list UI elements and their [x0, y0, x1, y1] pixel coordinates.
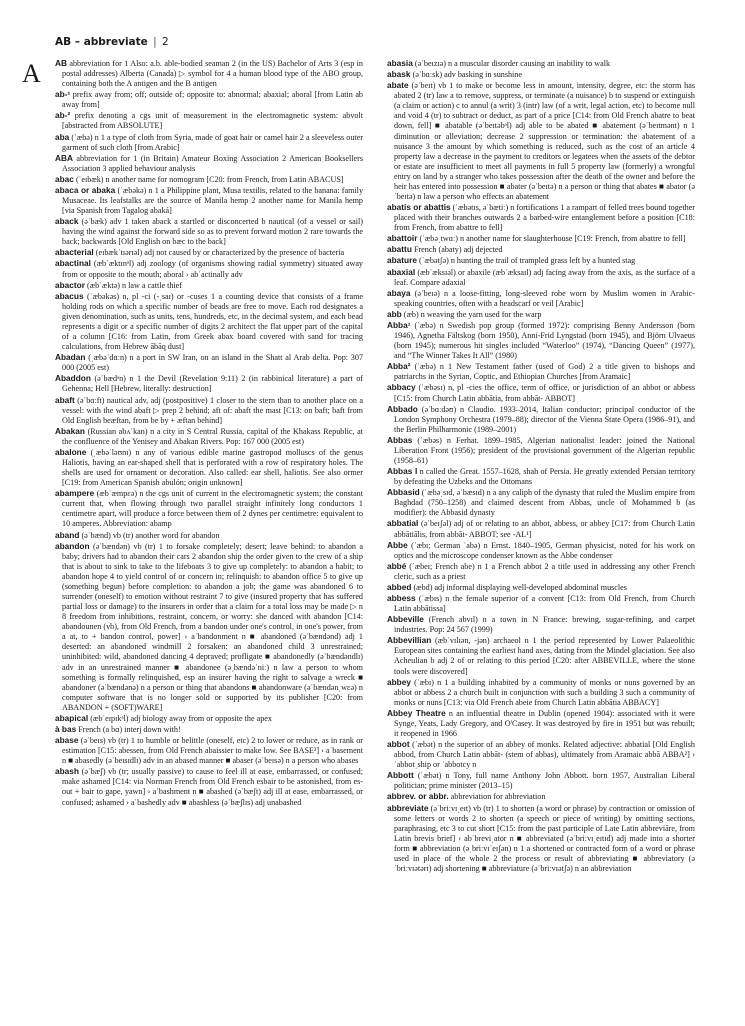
- dictionary-entry: [387, 244, 695, 255]
- dictionary-entry: [387, 58, 695, 69]
- entry-headword: abampere: [55, 488, 95, 499]
- entry-headword: Abbe: [387, 539, 408, 550]
- dictionary-entry: [387, 802, 695, 875]
- entry-definition: (ˈæbət) n Tony, full name Anthony John Abbott. born 1957, Australian Liberal politician; prime minister (2013–15): [394, 771, 695, 791]
- dictionary-entry: [387, 403, 695, 435]
- dictionary-entry: [55, 152, 363, 174]
- dictionary-entry: [387, 487, 695, 518]
- entry-definition: (ˈæbəkə) n 1 a Philippine plant, Musa textilis, related to the banana: family Musaceae. Its leafstalks are the source of Manila hemp 2 another name for Manila hemp [via Spanish from Tagalog abaká]: [62, 185, 363, 216]
- dictionary-entry: [55, 529, 363, 541]
- entry-headword: à bas: [55, 724, 77, 734]
- entry-headword: abask: [387, 69, 411, 80]
- dictionary-entry: [387, 255, 695, 266]
- dictionary-entry: [387, 676, 695, 708]
- entry-headword: abbé: [387, 560, 407, 571]
- entry-definition: (æb) n weaving the yarn used for the warp: [401, 309, 542, 319]
- entry-headword: aband: [55, 529, 80, 540]
- entry-headword: abatis or abattis: [387, 202, 451, 213]
- entry-headword: Abaddon: [55, 373, 91, 384]
- entry-headword: abbacy: [387, 382, 416, 393]
- dictionary-entry: [55, 446, 363, 488]
- entry-definition: (ˈæbɪs) n the female superior of a convent [C13: from Old French, from Church Latin abbātissa]: [394, 593, 695, 614]
- page-number: 2: [162, 36, 169, 48]
- dictionary-entry: [387, 791, 695, 802]
- dictionary-entry: [387, 319, 695, 361]
- entry-headword: Abbas: [387, 434, 413, 445]
- entry-definition: (ˈeɪbæk) n another name for nomogram [C20: from French, from Latin ABACUS]: [73, 174, 344, 184]
- entry-headword: abandon: [55, 540, 90, 551]
- entry-definition: French (a bɑ) interj down with!: [76, 725, 181, 734]
- entry-headword: abb: [387, 308, 402, 319]
- entry-definition: abbreviation for 1 Also: a.b. able-bodied seaman 2 (in the US) Bachelor of Arts 3 (esp in postal addresses) Alberta (Canada) ▷ symbol for 4 a human blood type of the ABO group, containing both the A antigen and the B antigen: [62, 59, 363, 89]
- entry-definition: (əˈbeɪʃəl) adj of or relating to an abbot, abbess, or abbey [C17: from Church Latin abbātiālis, from abbāt- ABBOT; see -AL¹]: [394, 519, 695, 539]
- dictionary-entry: [387, 770, 695, 791]
- dictionary-entry: [55, 258, 363, 279]
- dictionary-entry: [55, 540, 363, 713]
- entry-definition: (əˈbeɪə) n a loose-fitting, long-sleeved robe worn by Muslim women in Arabic-speaking countries, often with a headscarf or veil [Arabic]: [394, 288, 695, 308]
- entry-headword: abbey: [387, 676, 411, 687]
- entry-definition: n called the Great. 1557–1628, shah of Persia. He greatly extended Persian territory by defeating the Uzbeks and the Ottomans: [394, 467, 695, 487]
- dictionary-entry: [387, 592, 695, 614]
- left-column: [55, 58, 363, 1020]
- dictionary-entry: [387, 202, 695, 233]
- entry-headword: abapical: [55, 712, 89, 723]
- dictionary-entry: [55, 488, 363, 529]
- entry-definition: (ˈæbəkəs) n, pl -ci (-ˌsaɪ) or -cuses 1 a counting device that consists of a frame holding rods on which a specific number of beads are free to move. Each rod designates a given denomination, such as units, tens, hundreds, etc, in the decimal system, and each bead represents a digit or a specific number of digits 2 architect the flat upper part of the capital of a column [C16: from Latin, from Greek abax board covered with sand for tracing calculations, from Hebrew ābāq dust]: [62, 291, 363, 352]
- entry-definition: (ˌæbəˈdɑːn) n a port in SW Iran, on an island in the Shatt al Arab delta. Pop: 307 000 (2005 est): [62, 353, 363, 373]
- dictionary-entry: [55, 173, 363, 185]
- dictionary-entry: [55, 279, 363, 291]
- entry-definition: (æbˈæktɪnᵊl) adj zoology (of organisms showing radial symmetry) situated away from or opposite to the mouth; aboral › abˈactinally adv: [62, 259, 363, 279]
- entry-definition: (ˌæbəˈləʊnɪ) n any of various edible marine gastropod molluscs of the genus Haliotis, having an ear-shaped shell that is perforated with a row of respiratory holes. The shells are used for ornament or decoration. Also called: ear shell, haliotis. See also ormer [C19: from American Spanish abulón; origin unknown]: [62, 447, 363, 488]
- entry-headword: abbrev. or abbr.: [387, 791, 449, 802]
- entry-headword: abattu: [387, 244, 412, 255]
- entry-headword: abac: [55, 173, 74, 184]
- entry-definition: (əˈbriːvɪˌeɪt) vb (tr) 1 to shorten (a word or phrase) by contraction or omission of some letters or words 2 to shorten (a speech or piece of writing) by omitting sections, paraphrasing, etc 3 to cut short [C15: from the past participle of Late Latin abbreviāre, from Latin brevis brief] › abˈbreviˌator n ■ abbreviated (əˈbriːvɪˌeɪtɪd) adj made into a shorter form ■ abbreviation (əˌbriːvɪˈeɪʃən) n 1 a shortened or contracted form of a word or phrase used in place of the whole 2 the process or result of abbreviating ■ abbreviatory (əˈbriːvɪətərɪ) adj shortening ■ abbreviature (əˈbriːvɪətʃə) n an abbreviation: [394, 803, 695, 874]
- entry-headword: Abba¹: [387, 319, 411, 330]
- dictionary-entry: [387, 382, 695, 403]
- entry-headword: abash: [55, 766, 79, 777]
- entry-definition: (ˈæbɪ; German ˈabə) n Ernst. 1840–1905, German physicist, noted for his work on optics and the microscope condenser known as the Abbe condenser: [394, 540, 695, 560]
- entry-definition: (æbd) adj informal displaying well-developed abdominal muscles: [411, 582, 627, 592]
- dictionary-entry: [387, 80, 695, 202]
- dictionary-entry: [55, 373, 363, 394]
- dictionary-entry: [55, 724, 363, 735]
- entry-headword: Abbey Theatre: [387, 707, 446, 718]
- entry-definition: (əˈbeɪzɪə) n a muscular disorder causing an inability to walk: [412, 59, 611, 68]
- dictionary-entry: [387, 308, 695, 320]
- entry-headword: aba: [55, 131, 70, 142]
- entry-definition: (æbˈæksɪəl) or abaxile (æbˈæksaɪl) adj facing away from the axis, as the surface of a leaf. Compare adaxial: [394, 267, 695, 287]
- entry-definition: (ˈæbeɪ; French abe) n 1 a French abbot 2 a title used in addressing any other French cleric, such as a priest: [394, 561, 695, 581]
- entry-headword: Abbasid: [387, 487, 420, 498]
- entry-headword: Abbeville: [387, 614, 424, 625]
- entry-definition: n an influential theatre in Dublin (opened 1904): associated with it were Synge, Yeats, Lady Gregory, and O'Casey. It was destroyed by fire in 1951 but was rebuilt; it reopened in 1966: [394, 708, 695, 738]
- entry-definition: (əˈbænd) vb (tr) another word for abandon: [79, 530, 220, 540]
- dictionary-entry: [55, 735, 363, 766]
- entry-definition: (æbˈvɪlɪən, -jən) archaeol n 1 the period represented by Lower Palaeolithic European sites containing the earliest hand axes, dating from the Mindel glaciation. See also Acheulian b adj 2 of or relating to this period [C20: after ABBEVILLE, where the stone tools were discovered]: [394, 636, 695, 676]
- entry-headword: abacterial: [55, 247, 94, 258]
- entry-definition: (ˈæbətɪs, əˈbætiː) n fortifications 1 a rampart of felled trees bound together placed with their branches outwards 2 a barbed-wire entanglement before a position [C18: from French, from abattre to fell]: [394, 203, 695, 233]
- entry-headword: Abbott: [387, 770, 414, 781]
- dictionary-entry: [387, 466, 695, 487]
- entry-headword: abaca or abaka: [55, 184, 116, 195]
- entry-headword: abasia: [387, 58, 413, 68]
- entry-definition: French (abaty) adj dejected: [411, 245, 503, 255]
- dictionary-entry: [55, 425, 363, 447]
- dictionary-entry: [55, 352, 363, 373]
- header-headwords: AB – abbreviate: [55, 36, 148, 48]
- entry-definition: (əˈbæk) adv 1 taken aback a startled or disconcerted b nautical (of a vessel or sail) having the wind against the forward side so as to prevent forward motion 2 rare towards the back; backwards [Old English on bæc to the back]: [62, 217, 363, 247]
- dictionary-entry: [387, 69, 695, 80]
- entry-definition: (ˈæbə) n Swedish pop group (formed 1972): comprising Benny Andersson (born 1946), Agnetha Fältskog (born 1950), Anni-Frid Lyngstad (born 1945), and Björn Ulvaeus (born 1945); numerous hit singles included “Waterloo” (1974), “Dancing Queen” (1977), and “The Winner Takes It All” (1980): [394, 320, 695, 361]
- entry-definition: (eɪbækˈtɪərɪəl) adj not caused by or characterized by the presence of bacteria: [93, 248, 345, 258]
- entry-definition: (French abvɪl) n a town in N France: brewing, sugar-refining, and carpet industries. Pop: 24 567 (1999): [394, 615, 695, 635]
- entry-headword: Abbas I: [387, 466, 418, 477]
- entry-definition: abbreviation for 1 (in Britain) Amateur Boxing Association 2 American Booksellers Association 3 applied behaviour analysis: [62, 153, 363, 173]
- dictionary-entry: [387, 518, 695, 539]
- entry-headword: abacus: [55, 290, 84, 301]
- entry-headword: abbatial: [387, 518, 419, 529]
- entry-definition: (ˈæbəsɪ) n, pl -cies the office, term of office, or jurisdiction of an abbot or abbess [C15: from Church Latin abbātia, from abbāt- ABBOT]: [394, 383, 695, 403]
- entry-definition: (əˈbædᵊn) n 1 the Devil (Revelation 9:11) 2 (in rabbinical literature) a part of Gehenna; Hell [Hebrew, literally: destruction]: [62, 374, 363, 394]
- entry-definition: (ˈæbɪ) n 1 a building inhabited by a community of monks or nuns governed by an abbot or abbess 2 a church built in conjunction with such a building 3 such a community of monks or nuns [C13: via Old French abeie from Church Latin abbātia ABBACY]: [394, 677, 695, 707]
- dictionary-entry: [387, 635, 695, 676]
- entry-definition: (æbˈæktə) n law a cattle thief: [84, 280, 182, 290]
- dictionary-entry: [55, 394, 363, 426]
- dictionary-entry: [55, 290, 363, 352]
- dictionary-entry: [55, 110, 363, 131]
- entry-definition: (əˈbɑːdəʊ) n Claudio. 1933–2014, Italian conductor; principal conductor of the London Symphony Orchestra (1979–88); director of the Vienna State Opera (1986–91), and the Berlin Philharmonic (1989–2001): [394, 404, 695, 434]
- dictionary-entry: [387, 539, 695, 561]
- dictionary-entry: [55, 247, 363, 258]
- entry-headword: abalone: [55, 446, 87, 457]
- entry-definition: prefix away from; off; outside of; opposite to: abnormal; abaxial; aboral [from Latin ab away from]: [62, 90, 363, 110]
- right-column: [387, 58, 695, 1020]
- entry-headword: Abadan: [55, 352, 86, 363]
- entry-definition: (əˈbæʃ) vb (tr; usually passive) to cause to feel ill at ease, embarrassed, or confused; make ashamed [C14: via Norman French from Old French esbair to be astonished, from es- out + bair to gape, yawn] › aˈbashment n ■ abashed (əˈbæʃt) adj ill at ease, embarrassed, or confused; ashamed › aˈbashedly adv ■ abashless (əˈbæʃlɪs) adj unabashed: [62, 767, 363, 807]
- running-header: [55, 36, 695, 48]
- entry-headword: ABA: [55, 152, 73, 163]
- entry-headword: abaya: [387, 287, 411, 298]
- entry-definition: (æbˈæmpɛə) n the cgs unit of current in the electromagnetic system; the constant current that, when flowing through two parallel straight infinitely long conductors 1 centimetre apart, will produce a force between them of 2 dynes per centimetre: equivalent to 10 amperes. Abbreviation: abamp: [62, 489, 363, 529]
- entry-definition: (ˈæbət) n the superior of an abbey of monks. Related adjective: abbatial [Old English abbod, from Church Latin abbāt- (stem of abbas), ultimately from Aramaic abbā ABBA²] › ˈabbotˌship or ˈabbotcy n: [394, 740, 695, 770]
- entry-definition: (əˈbɑːft) nautical adv, adj (postpositive) 1 closer to the stern than to another place on a vessel: with the wind abaft ▷ prep 2 behind; aft of: abaft the mast [C13: on baft; baft from Old English beæftan, from be by + æftan behind]: [62, 395, 363, 425]
- dictionary-entry: [387, 707, 695, 739]
- entry-definition: (əˈbeɪt) vb 1 to make or become less in amount, intensity, degree, etc: the storm has abated 2 (tr) law a to remove, suppress, or terminate (a nuisance) b to suspend or extinguish (a claim or action) c to annul (a writ) 3 (intr) law (of a writ, legal action, etc) to become null and void 4 (tr) to subtract or deduct, as part of a price [C14: from Old French abatre to beat down, fell] ■ abatable (əˈbeɪtəbᵊl) adj able to be abated ■ abatement (əˈbeɪtmənt) n 1 diminution or alleviation; decrease 2 suppression or termination: the abatement of a nuisance 3 the amount by which something is reduced, such as the cost of an article 4 property law a decrease in the payment to creditors or legatees when the assets of the debtor or estate are insufficient to meet all payments in full 5 property law (formerly) a wrongful entry on land by a stranger who takes possession after the death of the owner and before the heir has entered into possession ■ abater (əˈbeɪtə) n a person or thing that abates ■ abator (əˈbeɪtə) n law a person who effects an abatement: [394, 81, 695, 202]
- entry-headword: Abbevillian: [387, 635, 432, 646]
- entry-definition: (əˈbɑːsk) adv basking in sunshine: [410, 70, 522, 80]
- entry-headword: abactinal: [55, 258, 91, 269]
- dictionary-entry: [387, 266, 695, 288]
- entry-headword: abature: [387, 255, 417, 266]
- dictionary-entry: [387, 581, 695, 593]
- dictionary-entry: [55, 216, 363, 247]
- dictionary-entry: [387, 361, 695, 382]
- entry-headword: abbed: [387, 581, 412, 592]
- entry-headword: ab-¹: [55, 89, 71, 100]
- entry-headword: Abakan: [55, 425, 85, 436]
- entry-definition: (Russian abʌˈkan) n a city in S Central Russia, capital of the Khakass Republic, at the confluence of the Yenisey and Abakan Rivers. Pop: 167 000 (2005 est): [62, 426, 363, 446]
- entry-headword: abbot: [387, 739, 410, 750]
- entry-headword: aback: [55, 216, 79, 227]
- entry-definition: (əˈbændən) vb (tr) 1 to forsake completely; desert; leave behind: to abandon a baby; drivers had to abandon their cars 2 abandon ship the order given to the crew of a ship that is about to sink to take to the lifeboats 3 to give up completely: to abandon a habit; to abandon hope 4 to yield control of or concern in; relinquish: to abandon office 5 to give up (something begun) before completion: to abandon a job; the game was abandoned 6 to surrender (oneself) to emotion without restraint 7 to give (insured property that has suffered partial loss or damage) to the insurers in order that a claim for a total loss may be made ▷ n 8 freedom from inhibitions, restraint, concern, or worry: she danced with abandon [C14: abandounen (vb), from Old French, from a bandon under one's control, in one's power, from a at, to + bandon control, power] › aˈbandonment n ■ abandoned (əˈbændənd) adj 1 deserted: an abandoned windmill 2 forsaken: an abandoned child 3 unrestrained; uninhibited: wild, abandoned dancing 4 depraved; profligate ■ abandonedly (əˈbændəndlɪ) adv in an unrestrained manner ■ abandonee (əˌbændəˈniː) n law a person to whom something is formally relinquished, esp an insurer having the right to salvage a wreck ■ abandoner (əˈbændənə) n a person or thing that abandons ■ abandonware (əˈbændənˌwɛə) n computer software that is no longer sold or supported by its publisher [C20: from ABANDON + (SOFT)WARE]: [62, 541, 363, 712]
- dictionary-entry: [387, 233, 695, 244]
- entry-headword: abbess: [387, 592, 416, 603]
- entry-headword: abaxial: [387, 266, 416, 277]
- entry-definition: (ˈæbəˌtwɑː) n another name for slaughterhouse [C19: French, from abattre to fell]: [417, 234, 686, 244]
- entry-headword: abbreviate: [387, 802, 429, 813]
- dictionary-entry: [55, 58, 363, 89]
- dictionary-entry: [387, 739, 695, 770]
- entry-definition: (æbˈeɪpɪkᵊl) adj biology away from or opposite the apex: [88, 713, 272, 723]
- header-separator: |: [153, 36, 157, 48]
- entry-headword: abactor: [55, 279, 85, 290]
- entry-headword: AB: [55, 58, 67, 68]
- dictionary-entry: [387, 434, 695, 466]
- dictionary-entry: [55, 131, 363, 153]
- entry-definition: abbreviation for abbreviation: [448, 792, 546, 802]
- entry-headword: abattoir: [387, 233, 418, 244]
- dictionary-entry: [387, 560, 695, 582]
- letter-tab: A: [22, 59, 41, 88]
- entry-headword: abate: [387, 80, 409, 91]
- dictionary-entry: [387, 614, 695, 635]
- dictionary-entry: [387, 287, 695, 309]
- entry-definition: prefix denoting a cgs unit of measurement in the electromagnetic system: abvolt [abstracted from ABSOLUTE]: [62, 111, 363, 131]
- entry-headword: abaft: [55, 394, 75, 405]
- dictionary-entry: [55, 712, 363, 724]
- entry-definition: (ˈæbəˌsɪd, əˈbæsɪd) n a any caliph of the dynasty that ruled the Muslim empire from Baghdad (750–1258) and claimed descent from Abbas, uncle of Mohammed b (as modifier): the Abbasid dynasty: [394, 488, 695, 518]
- entry-definition: (ˈæbətʃə) n hunting the trail of trampled grass left by a hunted stag: [416, 256, 636, 266]
- dictionary-entry: [55, 766, 363, 807]
- entry-definition: (ˈæbə) n 1 a type of cloth from Syria, made of goat hair or camel hair 2 a sleeveless outer garment of such cloth [from Arabic]: [62, 132, 363, 152]
- entry-definition: (ˈæbə) n 1 New Testament father (used of God) 2 a title given to bishops and patriarchs in the Syrian, Coptic, and Ethiopian Churches [from Aramaic]: [394, 362, 695, 382]
- entry-headword: abase: [55, 735, 79, 746]
- entry-headword: ab-²: [55, 110, 71, 121]
- entry-definition: (əˈbeɪs) vb (tr) 1 to humble or belittle (oneself, etc) 2 to lower or reduce, as in rank or estimation [C15: abessen, from Old French abaissier to make low. See BASE²] › aˈbasement n ■ abasedly (əˈbeɪsɪdlɪ) adv in an abased manner ■ abaser (əˈbeɪsə) n a person who abases: [62, 736, 363, 766]
- entry-headword: Abbado: [387, 403, 418, 414]
- entry-definition: (ˈæbəs) n Ferhat. 1899–1985, Algerian nationalist leader: joined the National Liberation Front (1956); president of the provisional government of the Algerian republic (1958–61): [394, 435, 695, 465]
- dictionary-entry: [55, 184, 363, 216]
- entry-headword: Abba²: [387, 361, 411, 372]
- dictionary-entry: [55, 89, 363, 110]
